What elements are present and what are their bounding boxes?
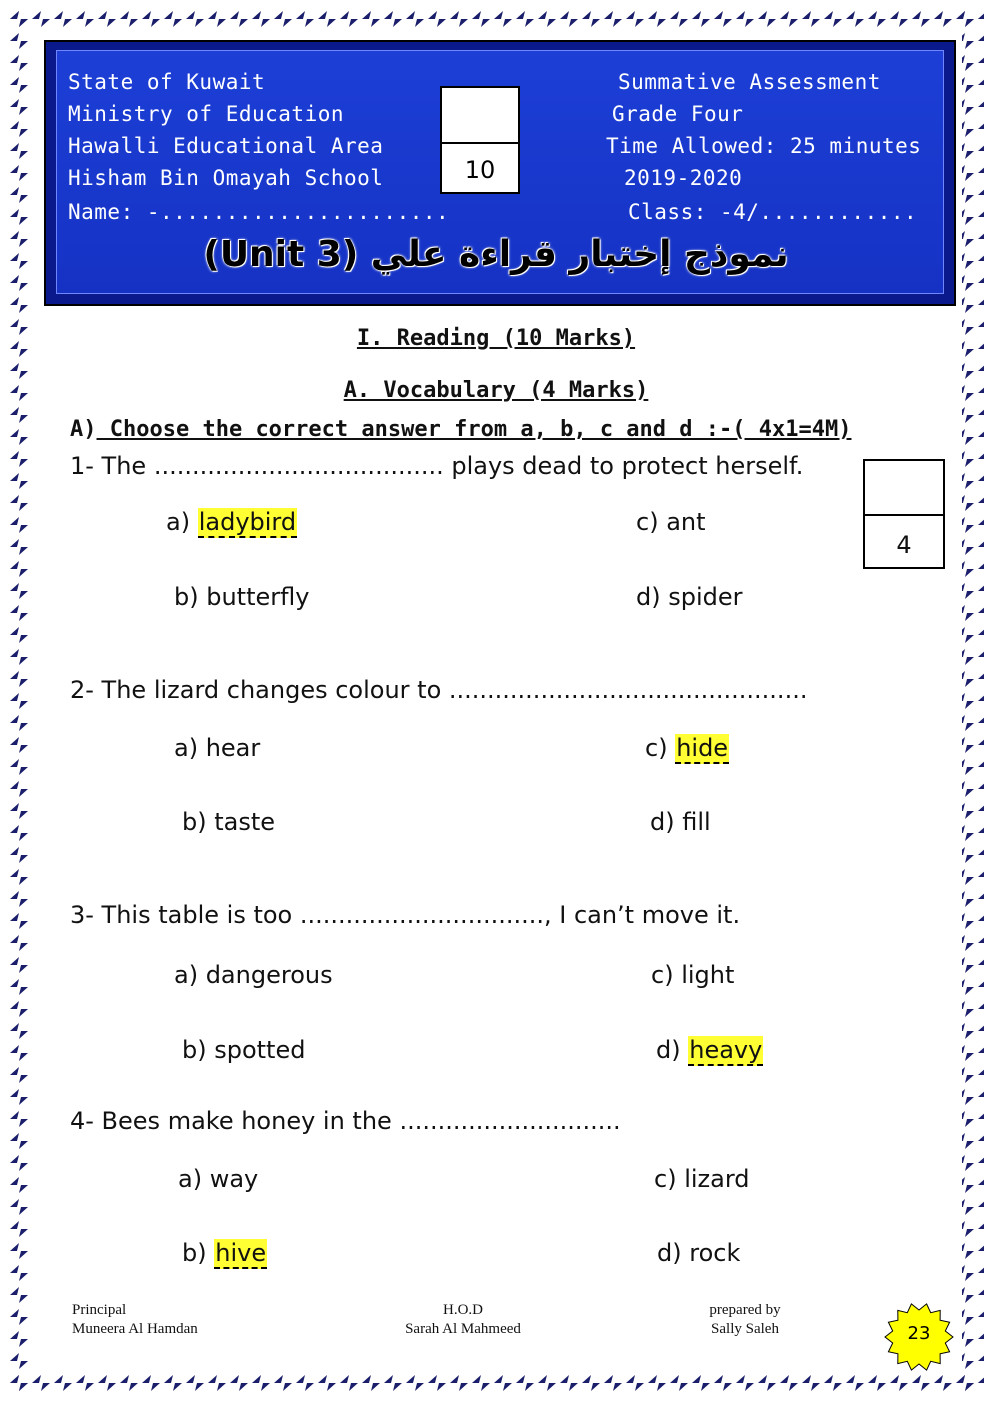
arabic-title: نموذج إختبار قراءة علي (Unit 3)	[203, 234, 789, 275]
q3-option-a[interactable]: a) dangerous	[174, 961, 333, 989]
header-time: Time Allowed: 25 minutes	[606, 134, 922, 158]
footer-hod	[398, 1301, 528, 1339]
hod-name: Sarah Al Mahmeed	[405, 1321, 521, 1337]
q4-answer-highlight: hive	[215, 1239, 267, 1267]
q1-option-a-label: a)	[166, 508, 198, 536]
header-year: 2019-2020	[624, 166, 743, 190]
header-grade: Grade Four	[612, 102, 744, 126]
instruction-prefix: A)	[70, 417, 97, 442]
q3-option-b[interactable]: b) spotted	[182, 1036, 306, 1064]
header-assessment: Summative Assessment	[618, 70, 881, 94]
instruction-text: Choose the correct answer from a, b, c and d :-( 4x1=4M)	[96, 417, 852, 442]
total-score: 10	[464, 156, 496, 184]
header-name-field: Name: -......................	[68, 200, 450, 224]
vocabulary-mark: 4	[896, 531, 912, 559]
q3-answer-highlight: heavy	[689, 1036, 763, 1064]
subsection-title: A. Vocabulary (4 Marks)	[343, 378, 649, 403]
q1-option-d[interactable]: d) spider	[636, 583, 743, 611]
page-number: 23	[907, 1323, 931, 1344]
header-area: Hawalli Educational Area	[68, 134, 384, 158]
q4-option-c[interactable]: c) lizard	[654, 1165, 750, 1193]
q1-option-c[interactable]: c) ant	[636, 508, 706, 536]
prepared-label: prepared by	[709, 1302, 781, 1318]
total-score-box	[440, 86, 520, 194]
q1-option-b[interactable]: b) butterfly	[174, 583, 310, 611]
header-class-field: Class: -4/............	[628, 200, 918, 224]
prepared-name: Sally Saleh	[711, 1321, 779, 1337]
q4-option-b-label: b)	[182, 1239, 215, 1267]
q3-option-c[interactable]: c) light	[651, 961, 735, 989]
question-1: 1- The ...................................... plays dead to protect herself.	[70, 452, 804, 480]
q2-option-c-label: c)	[645, 734, 676, 762]
q3-option-d-label: d)	[656, 1036, 689, 1064]
q2-option-b[interactable]: b) taste	[182, 808, 276, 836]
footer-principal	[72, 1301, 198, 1339]
q2-option-c[interactable]	[645, 734, 729, 762]
q4-option-d[interactable]: d) rock	[657, 1239, 741, 1267]
instruction	[70, 417, 851, 442]
header-state: State of Kuwait	[68, 70, 266, 94]
section-title: I. Reading (10 Marks)	[356, 326, 636, 351]
hod-label: H.O.D	[443, 1302, 483, 1318]
question-4: 4- Bees make honey in the .............................	[70, 1107, 621, 1135]
question-3: 3- This table is too ................................, I can’t move it.	[70, 901, 741, 929]
q2-answer-highlight: hide	[676, 734, 729, 762]
principal-name: Muneera Al Hamdan	[72, 1321, 198, 1337]
principal-label: Principal	[72, 1302, 127, 1318]
question-2: 2- The lizard changes colour to ...............................................	[70, 676, 808, 704]
q4-option-a[interactable]: a) way	[178, 1165, 259, 1193]
q2-option-a[interactable]: a) hear	[174, 734, 261, 762]
q4-option-b[interactable]	[182, 1239, 267, 1267]
vocabulary-mark-box	[863, 459, 945, 569]
footer-prepared	[698, 1301, 792, 1339]
header-ministry: Ministry of Education	[68, 102, 345, 126]
q3-option-d[interactable]	[656, 1036, 763, 1064]
header-school: Hisham Bin Omayah School	[68, 166, 384, 190]
q1-option-a[interactable]	[166, 508, 297, 536]
q2-option-d[interactable]: d) fill	[650, 808, 711, 836]
q1-answer-highlight: ladybird	[198, 508, 297, 536]
